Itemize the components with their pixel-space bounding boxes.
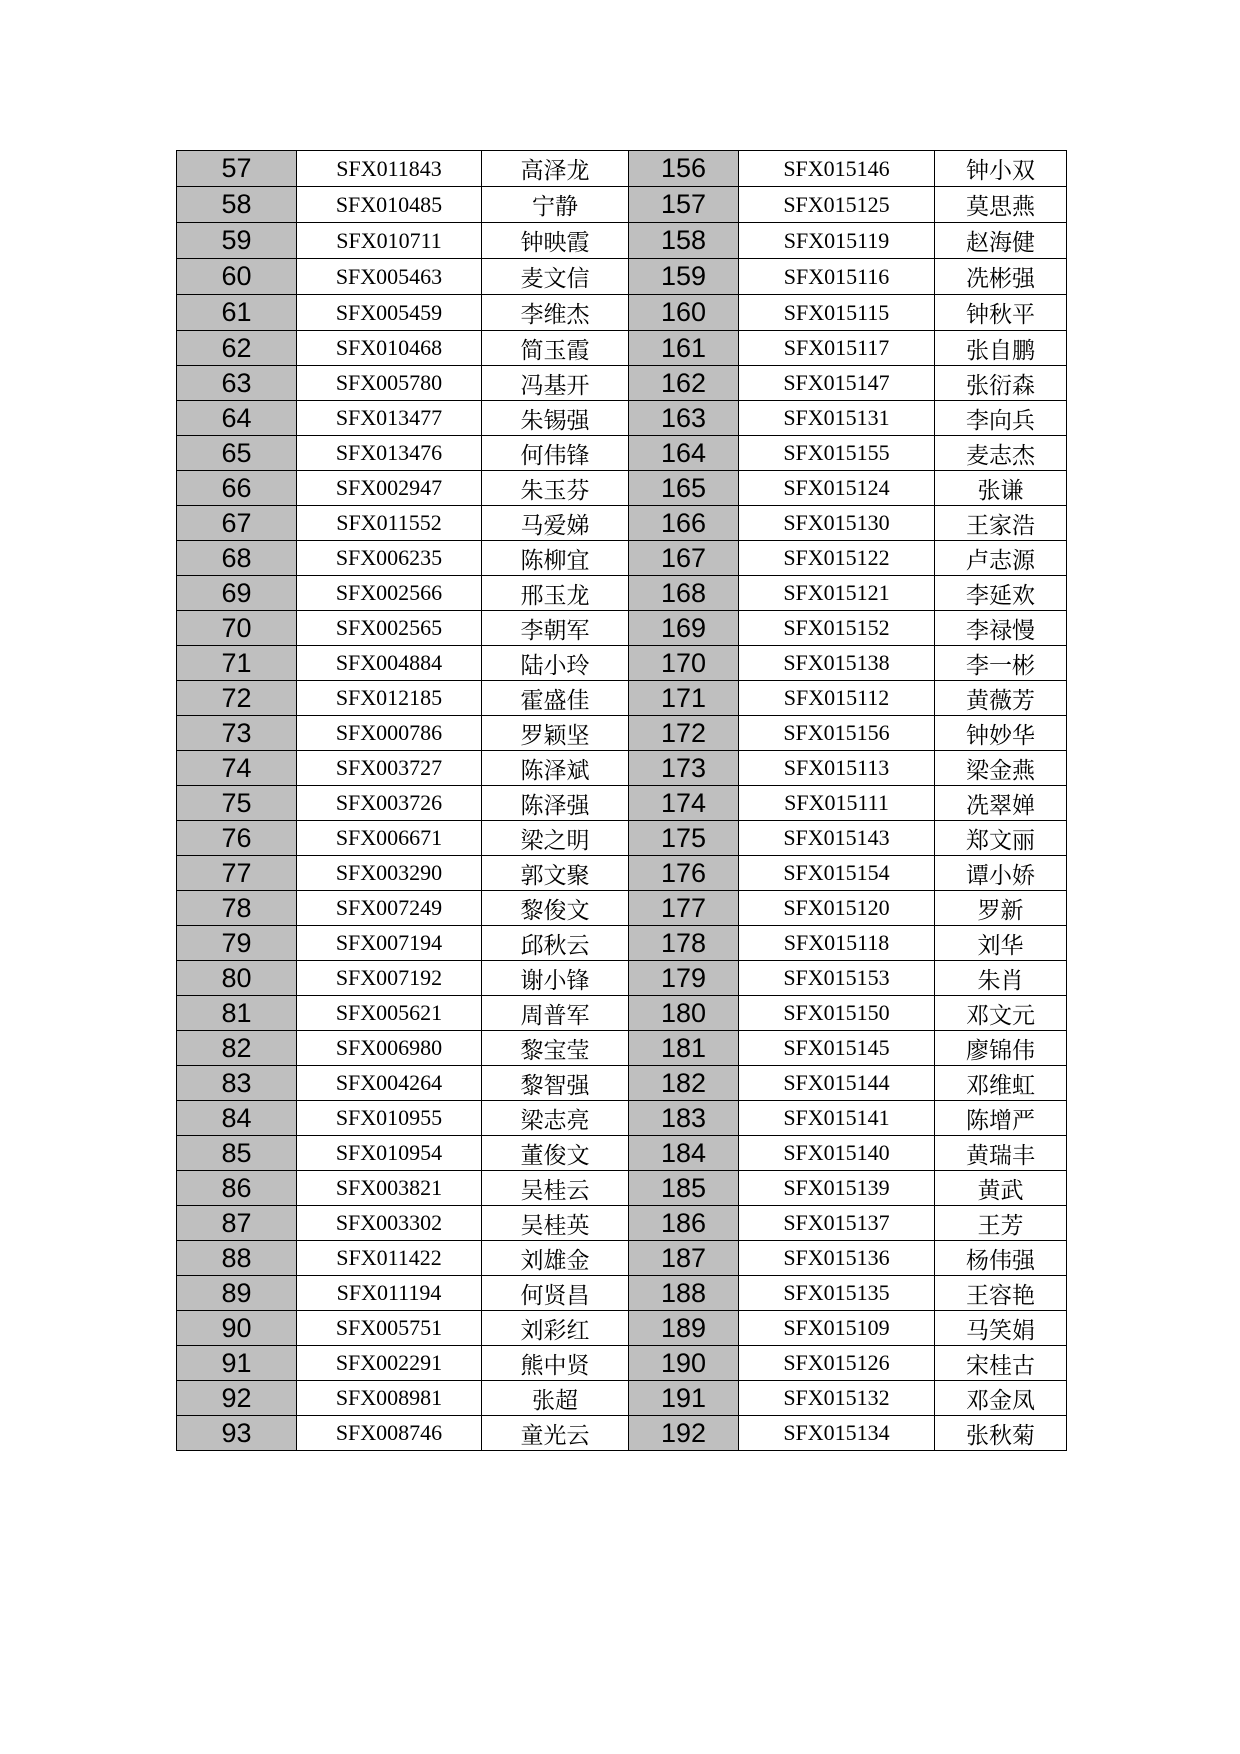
left-person-name-cell: 陈柳宜 [482,541,629,576]
left-serial-number-cell: 72 [177,681,297,716]
right-person-name-cell: 麦志杰 [935,436,1067,471]
right-person-name-cell: 莫思燕 [935,187,1067,223]
left-serial-number-cell: 83 [177,1066,297,1101]
left-person-name-cell: 高泽龙 [482,151,629,187]
right-id-code-cell: SFX015122 [739,541,935,576]
right-id-code-cell: SFX015116 [739,259,935,295]
right-id-code-cell: SFX015121 [739,576,935,611]
left-serial-number-cell: 89 [177,1276,297,1311]
left-serial-number-cell: 88 [177,1241,297,1276]
table-row [177,1066,1067,1101]
right-id-code-cell: SFX015126 [739,1346,935,1381]
left-id-code-cell: SFX005459 [297,295,482,331]
left-person-name-cell: 吴桂英 [482,1206,629,1241]
right-person-name-cell: 张谦 [935,471,1067,506]
right-id-code-cell: SFX015113 [739,751,935,786]
table-row [177,331,1067,366]
right-person-name-cell: 邓文元 [935,996,1067,1031]
left-id-code-cell: SFX003290 [297,856,482,891]
left-id-code-cell: SFX003726 [297,786,482,821]
right-person-name-cell: 谭小娇 [935,856,1067,891]
right-person-name-cell: 钟妙华 [935,716,1067,751]
left-serial-number-cell: 70 [177,611,297,646]
right-id-code-cell: SFX015111 [739,786,935,821]
right-person-name-cell: 李一彬 [935,646,1067,681]
right-person-name-cell: 邓维虹 [935,1066,1067,1101]
right-serial-number-cell: 175 [629,821,739,856]
left-person-name-cell: 陈泽强 [482,786,629,821]
right-person-name-cell: 张衍森 [935,366,1067,401]
left-person-name-cell: 冯基开 [482,366,629,401]
left-person-name-cell: 梁之明 [482,821,629,856]
left-id-code-cell: SFX005463 [297,259,482,295]
right-person-name-cell: 张秋菊 [935,1416,1067,1451]
left-id-code-cell: SFX006671 [297,821,482,856]
left-person-name-cell: 梁志亮 [482,1101,629,1136]
table-row [177,295,1067,331]
left-person-name-cell: 霍盛佳 [482,681,629,716]
left-person-name-cell: 黎俊文 [482,891,629,926]
left-person-name-cell: 刘雄金 [482,1241,629,1276]
right-serial-number-cell: 172 [629,716,739,751]
left-person-name-cell: 邢玉龙 [482,576,629,611]
left-serial-number-cell: 85 [177,1136,297,1171]
right-id-code-cell: SFX015137 [739,1206,935,1241]
right-person-name-cell: 王芳 [935,1206,1067,1241]
right-person-name-cell: 赵海健 [935,223,1067,259]
left-id-code-cell: SFX003821 [297,1171,482,1206]
left-person-name-cell: 罗颖坚 [482,716,629,751]
right-serial-number-cell: 159 [629,259,739,295]
left-id-code-cell: SFX007192 [297,961,482,996]
right-serial-number-cell: 162 [629,366,739,401]
right-id-code-cell: SFX015144 [739,1066,935,1101]
right-serial-number-cell: 169 [629,611,739,646]
left-id-code-cell: SFX006235 [297,541,482,576]
right-person-name-cell: 黄瑞丰 [935,1136,1067,1171]
left-serial-number-cell: 61 [177,295,297,331]
right-person-name-cell: 邓金凤 [935,1381,1067,1416]
left-person-name-cell: 朱锡强 [482,401,629,436]
left-id-code-cell: SFX002565 [297,611,482,646]
left-serial-number-cell: 58 [177,187,297,223]
left-serial-number-cell: 75 [177,786,297,821]
left-serial-number-cell: 63 [177,366,297,401]
table-row [177,716,1067,751]
right-serial-number-cell: 158 [629,223,739,259]
left-serial-number-cell: 66 [177,471,297,506]
right-id-code-cell: SFX015131 [739,401,935,436]
right-person-name-cell: 梁金燕 [935,751,1067,786]
right-id-code-cell: SFX015140 [739,1136,935,1171]
left-id-code-cell: SFX008981 [297,1381,482,1416]
left-person-name-cell: 简玉霞 [482,331,629,366]
left-id-code-cell: SFX006980 [297,1031,482,1066]
right-id-code-cell: SFX015136 [739,1241,935,1276]
left-id-code-cell: SFX003727 [297,751,482,786]
left-id-code-cell: SFX011843 [297,151,482,187]
right-id-code-cell: SFX015155 [739,436,935,471]
left-id-code-cell: SFX005751 [297,1311,482,1346]
table-row [177,1101,1067,1136]
right-id-code-cell: SFX015115 [739,295,935,331]
left-person-name-cell: 黎智强 [482,1066,629,1101]
right-serial-number-cell: 189 [629,1311,739,1346]
right-serial-number-cell: 180 [629,996,739,1031]
table-row [177,611,1067,646]
left-id-code-cell: SFX007194 [297,926,482,961]
left-id-code-cell: SFX013476 [297,436,482,471]
left-serial-number-cell: 68 [177,541,297,576]
table-row [177,961,1067,996]
right-id-code-cell: SFX015124 [739,471,935,506]
table-row [177,1241,1067,1276]
right-serial-number-cell: 177 [629,891,739,926]
right-person-name-cell: 王家浩 [935,506,1067,541]
left-serial-number-cell: 79 [177,926,297,961]
table-row [177,821,1067,856]
right-id-code-cell: SFX015118 [739,926,935,961]
table-row [177,576,1067,611]
left-id-code-cell: SFX011194 [297,1276,482,1311]
right-serial-number-cell: 191 [629,1381,739,1416]
left-serial-number-cell: 78 [177,891,297,926]
right-serial-number-cell: 192 [629,1416,739,1451]
right-id-code-cell: SFX015147 [739,366,935,401]
table-row [177,1031,1067,1066]
table-row [177,259,1067,295]
table-row [177,996,1067,1031]
right-serial-number-cell: 168 [629,576,739,611]
table-row [177,1206,1067,1241]
left-id-code-cell: SFX005780 [297,366,482,401]
left-person-name-cell: 童光云 [482,1416,629,1451]
table-row [177,1346,1067,1381]
table-row [177,1276,1067,1311]
right-id-code-cell: SFX015156 [739,716,935,751]
left-serial-number-cell: 59 [177,223,297,259]
table-row [177,436,1067,471]
table-row [177,401,1067,436]
roster-table [176,150,1067,1451]
right-serial-number-cell: 184 [629,1136,739,1171]
left-id-code-cell: SFX004264 [297,1066,482,1101]
left-id-code-cell: SFX008746 [297,1416,482,1451]
table-row [177,187,1067,223]
right-id-code-cell: SFX015125 [739,187,935,223]
table-row [177,891,1067,926]
right-id-code-cell: SFX015146 [739,151,935,187]
table-row [177,681,1067,716]
left-id-code-cell: SFX002947 [297,471,482,506]
left-id-code-cell: SFX010711 [297,223,482,259]
right-person-name-cell: 郑文丽 [935,821,1067,856]
left-id-code-cell: SFX007249 [297,891,482,926]
left-serial-number-cell: 81 [177,996,297,1031]
left-person-name-cell: 熊中贤 [482,1346,629,1381]
right-person-name-cell: 朱肖 [935,961,1067,996]
roster-table-body [177,151,1067,1451]
left-person-name-cell: 李维杰 [482,295,629,331]
right-id-code-cell: SFX015120 [739,891,935,926]
left-person-name-cell: 周普军 [482,996,629,1031]
left-id-code-cell: SFX011422 [297,1241,482,1276]
left-serial-number-cell: 73 [177,716,297,751]
right-serial-number-cell: 178 [629,926,739,961]
left-person-name-cell: 麦文信 [482,259,629,295]
table-row [177,1416,1067,1451]
left-serial-number-cell: 62 [177,331,297,366]
left-serial-number-cell: 71 [177,646,297,681]
right-serial-number-cell: 188 [629,1276,739,1311]
right-person-name-cell: 黄武 [935,1171,1067,1206]
right-serial-number-cell: 164 [629,436,739,471]
left-serial-number-cell: 65 [177,436,297,471]
table-row [177,1311,1067,1346]
right-person-name-cell: 冼彬强 [935,259,1067,295]
left-person-name-cell: 马爱娣 [482,506,629,541]
right-id-code-cell: SFX015119 [739,223,935,259]
left-person-name-cell: 刘彩红 [482,1311,629,1346]
right-serial-number-cell: 181 [629,1031,739,1066]
right-id-code-cell: SFX015154 [739,856,935,891]
right-id-code-cell: SFX015152 [739,611,935,646]
left-serial-number-cell: 57 [177,151,297,187]
right-person-name-cell: 宋桂古 [935,1346,1067,1381]
table-row [177,646,1067,681]
table-row [177,751,1067,786]
right-serial-number-cell: 156 [629,151,739,187]
right-person-name-cell: 张自鹏 [935,331,1067,366]
left-person-name-cell: 陈泽斌 [482,751,629,786]
table-row [177,366,1067,401]
left-id-code-cell: SFX010954 [297,1136,482,1171]
right-serial-number-cell: 171 [629,681,739,716]
right-person-name-cell: 黄薇芳 [935,681,1067,716]
left-person-name-cell: 邱秋云 [482,926,629,961]
left-person-name-cell: 谢小锋 [482,961,629,996]
table-row [177,1136,1067,1171]
left-person-name-cell: 李朝军 [482,611,629,646]
table-row [177,223,1067,259]
right-serial-number-cell: 173 [629,751,739,786]
right-serial-number-cell: 166 [629,506,739,541]
table-row [177,506,1067,541]
left-serial-number-cell: 82 [177,1031,297,1066]
right-id-code-cell: SFX015139 [739,1171,935,1206]
left-serial-number-cell: 87 [177,1206,297,1241]
right-id-code-cell: SFX015138 [739,646,935,681]
right-id-code-cell: SFX015117 [739,331,935,366]
left-person-name-cell: 何贤昌 [482,1276,629,1311]
left-id-code-cell: SFX002291 [297,1346,482,1381]
left-serial-number-cell: 90 [177,1311,297,1346]
right-person-name-cell: 杨伟强 [935,1241,1067,1276]
left-id-code-cell: SFX000786 [297,716,482,751]
left-serial-number-cell: 69 [177,576,297,611]
table-row [177,1171,1067,1206]
left-id-code-cell: SFX004884 [297,646,482,681]
right-serial-number-cell: 170 [629,646,739,681]
right-person-name-cell: 钟秋平 [935,295,1067,331]
right-serial-number-cell: 182 [629,1066,739,1101]
right-id-code-cell: SFX015141 [739,1101,935,1136]
left-id-code-cell: SFX005621 [297,996,482,1031]
left-person-name-cell: 宁静 [482,187,629,223]
right-serial-number-cell: 174 [629,786,739,821]
right-id-code-cell: SFX015134 [739,1416,935,1451]
right-person-name-cell: 陈增严 [935,1101,1067,1136]
left-serial-number-cell: 60 [177,259,297,295]
left-serial-number-cell: 76 [177,821,297,856]
right-id-code-cell: SFX015132 [739,1381,935,1416]
left-id-code-cell: SFX013477 [297,401,482,436]
right-id-code-cell: SFX015130 [739,506,935,541]
right-person-name-cell: 冼翠婵 [935,786,1067,821]
left-serial-number-cell: 67 [177,506,297,541]
left-id-code-cell: SFX012185 [297,681,482,716]
right-serial-number-cell: 163 [629,401,739,436]
right-serial-number-cell: 183 [629,1101,739,1136]
left-serial-number-cell: 74 [177,751,297,786]
right-id-code-cell: SFX015135 [739,1276,935,1311]
left-person-name-cell: 陆小玲 [482,646,629,681]
right-serial-number-cell: 157 [629,187,739,223]
left-serial-number-cell: 93 [177,1416,297,1451]
left-serial-number-cell: 86 [177,1171,297,1206]
right-serial-number-cell: 165 [629,471,739,506]
table-row [177,471,1067,506]
right-person-name-cell: 李延欢 [935,576,1067,611]
right-serial-number-cell: 187 [629,1241,739,1276]
right-person-name-cell: 马笑娟 [935,1311,1067,1346]
left-serial-number-cell: 92 [177,1381,297,1416]
left-serial-number-cell: 84 [177,1101,297,1136]
left-serial-number-cell: 64 [177,401,297,436]
left-serial-number-cell: 77 [177,856,297,891]
left-id-code-cell: SFX003302 [297,1206,482,1241]
left-id-code-cell: SFX010955 [297,1101,482,1136]
left-person-name-cell: 吴桂云 [482,1171,629,1206]
right-person-name-cell: 钟小双 [935,151,1067,187]
left-person-name-cell: 朱玉芬 [482,471,629,506]
right-id-code-cell: SFX015153 [739,961,935,996]
left-id-code-cell: SFX011552 [297,506,482,541]
right-serial-number-cell: 160 [629,295,739,331]
left-person-name-cell: 黎宝莹 [482,1031,629,1066]
right-id-code-cell: SFX015143 [739,821,935,856]
right-serial-number-cell: 185 [629,1171,739,1206]
right-serial-number-cell: 176 [629,856,739,891]
left-serial-number-cell: 80 [177,961,297,996]
table-row [177,541,1067,576]
right-person-name-cell: 卢志源 [935,541,1067,576]
right-id-code-cell: SFX015150 [739,996,935,1031]
table-row [177,926,1067,961]
left-id-code-cell: SFX010485 [297,187,482,223]
right-serial-number-cell: 190 [629,1346,739,1381]
right-person-name-cell: 李向兵 [935,401,1067,436]
right-person-name-cell: 王容艳 [935,1276,1067,1311]
right-id-code-cell: SFX015112 [739,681,935,716]
right-id-code-cell: SFX015145 [739,1031,935,1066]
left-serial-number-cell: 91 [177,1346,297,1381]
left-person-name-cell: 何伟锋 [482,436,629,471]
table-row [177,1381,1067,1416]
right-person-name-cell: 刘华 [935,926,1067,961]
table-row [177,151,1067,187]
table-row [177,786,1067,821]
right-serial-number-cell: 167 [629,541,739,576]
left-person-name-cell: 郭文聚 [482,856,629,891]
left-person-name-cell: 张超 [482,1381,629,1416]
left-id-code-cell: SFX010468 [297,331,482,366]
left-id-code-cell: SFX002566 [297,576,482,611]
table-row [177,856,1067,891]
right-serial-number-cell: 161 [629,331,739,366]
right-serial-number-cell: 179 [629,961,739,996]
right-serial-number-cell: 186 [629,1206,739,1241]
right-person-name-cell: 廖锦伟 [935,1031,1067,1066]
left-person-name-cell: 董俊文 [482,1136,629,1171]
left-person-name-cell: 钟映霞 [482,223,629,259]
right-person-name-cell: 李禄慢 [935,611,1067,646]
right-id-code-cell: SFX015109 [739,1311,935,1346]
right-person-name-cell: 罗新 [935,891,1067,926]
